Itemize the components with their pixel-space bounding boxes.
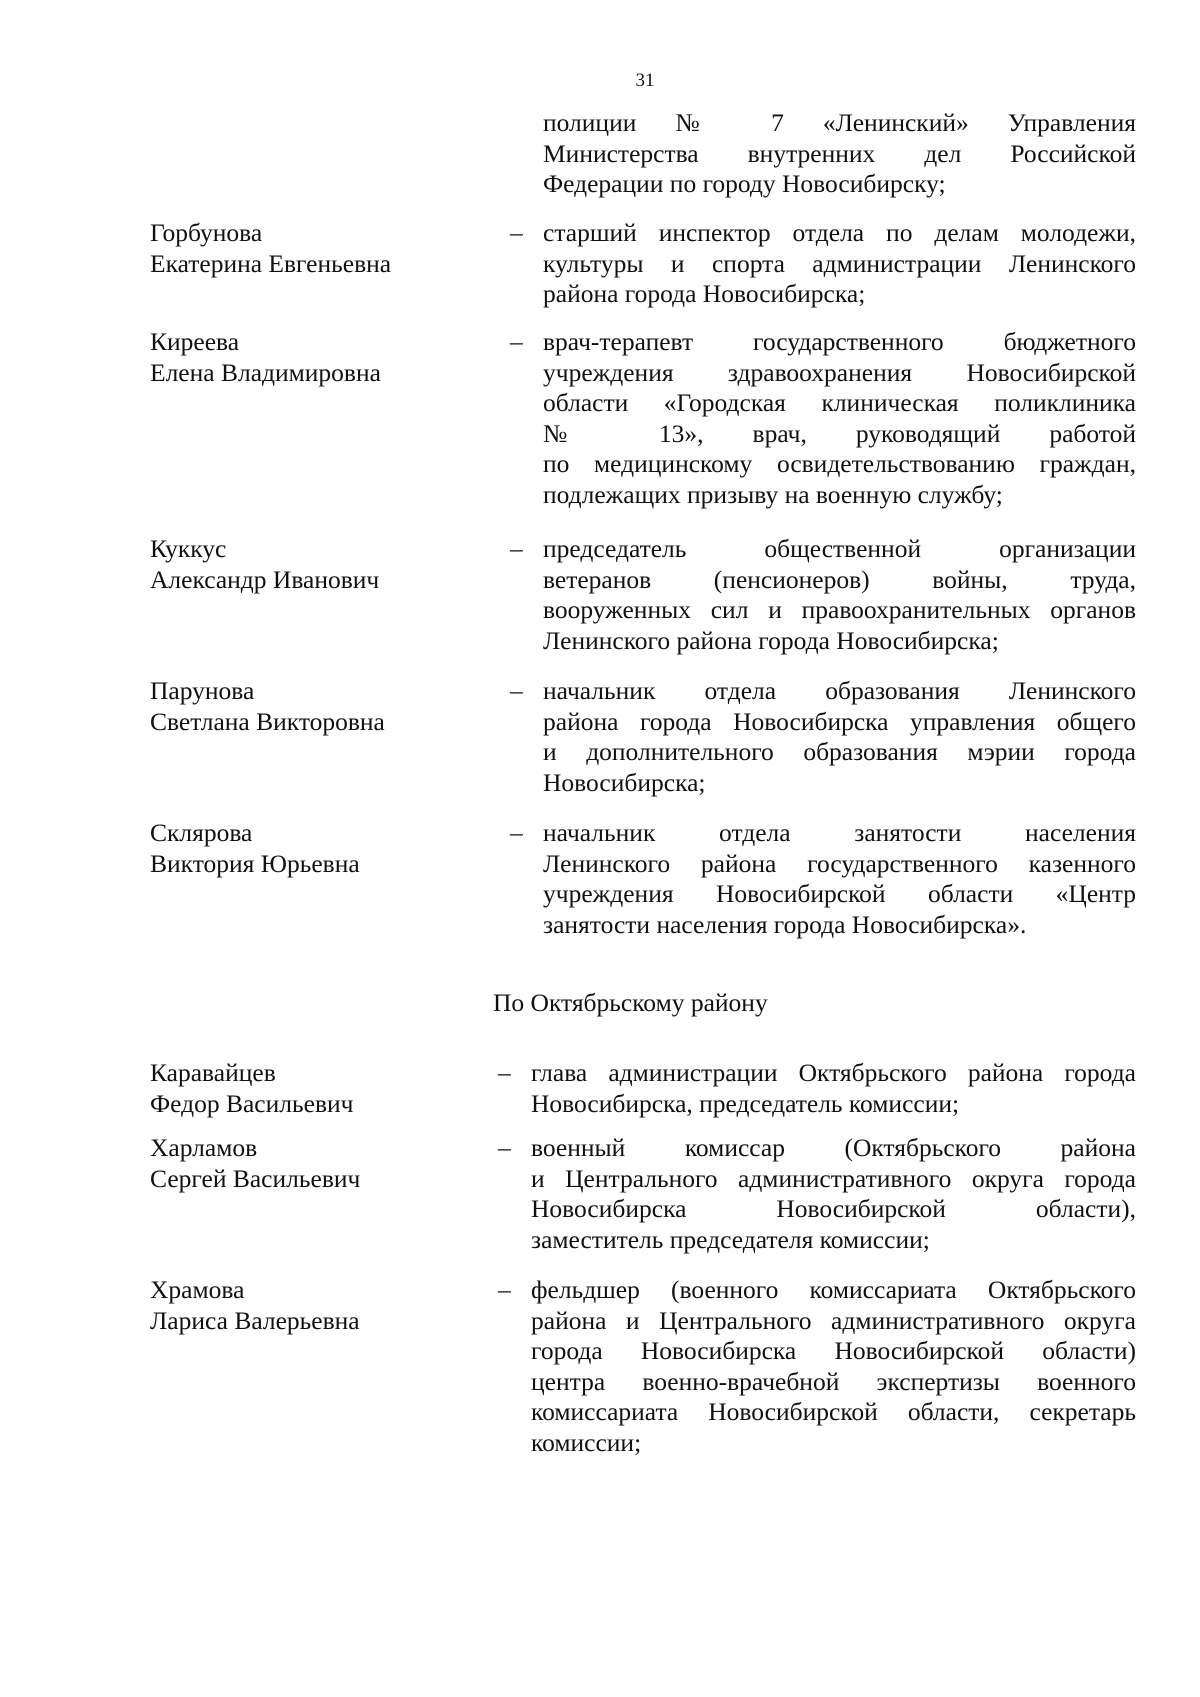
member-given-name: Федор Васильевич: [150, 1088, 354, 1118]
desc-line: старший инспектор отдела по делам молодежи,: [543, 218, 1136, 247]
desc-line: Новосибирска;: [543, 767, 706, 797]
desc-line: председатель общественной организации: [543, 534, 1136, 563]
desc-line: района города Новосибирска управления общего: [543, 706, 1136, 736]
dash: –: [510, 218, 523, 247]
desc-line: подлежащих призыву на военную службу;: [543, 479, 1003, 509]
dash: –: [510, 327, 523, 356]
member-position: [543, 818, 1136, 940]
member-position: [531, 1133, 1136, 1255]
dash: –: [498, 1058, 511, 1087]
desc-line: комиссариата Новосибирской области, секретарь: [531, 1397, 1136, 1426]
member-given-name: Александр Иванович: [150, 564, 380, 594]
desc-line: ветеранов (пенсионеров) войны, труда,: [543, 564, 1136, 594]
desc-line: начальник отдела занятости населения: [543, 818, 1136, 847]
member-given-name: Лариса Валерьевна: [150, 1305, 360, 1335]
desc-line: Ленинского района города Новосибирска;: [543, 625, 999, 655]
member-name: [150, 676, 480, 737]
member-name: [150, 1275, 480, 1336]
member-position: [543, 218, 1136, 310]
dash: –: [510, 818, 523, 847]
page-number: 31: [635, 70, 655, 91]
desc-line: военный комиссар (Октябрьского района: [531, 1133, 1136, 1162]
desc-line: № 13», врач, руководящий работой: [543, 418, 1136, 448]
desc-line: района и Центрального административного округа: [531, 1305, 1136, 1335]
desc-line: учреждения Новосибирской области «Центр: [543, 879, 1136, 908]
desc-line: Новосибирска Новосибирской области),: [531, 1194, 1136, 1223]
member-position: [543, 676, 1136, 798]
member-name: [150, 1058, 480, 1119]
member-surname: Харламов: [150, 1133, 258, 1162]
member-name: [150, 534, 480, 595]
desc-line: занятости населения города Новосибирска».: [543, 909, 1027, 939]
member-given-name: Светлана Викторовна: [150, 706, 385, 736]
member-surname: Куккус: [150, 534, 227, 563]
desc-line: Министерства внутренних дел Российской: [543, 138, 1136, 168]
member-surname: Каравайцев: [150, 1058, 276, 1087]
member-name: [150, 818, 480, 879]
desc-line: Ленинского района государственного казенного: [543, 848, 1136, 878]
desc-line: города Новосибирска Новосибирской области): [531, 1336, 1136, 1365]
desc-line: учреждения здравоохранения Новосибирской: [543, 357, 1136, 387]
desc-line: глава администрации Октябрьского района города: [531, 1058, 1136, 1087]
desc-line: Федерации по городу Новосибирску;: [543, 169, 946, 198]
desc-line: начальник отдела образования Ленинского: [543, 676, 1136, 705]
member-position: [543, 327, 1136, 510]
dash: –: [510, 676, 523, 705]
member-surname: Парунова: [150, 676, 255, 705]
member-position: [531, 1275, 1136, 1458]
member-surname: Храмова: [150, 1275, 245, 1304]
member-surname: Горбунова: [150, 218, 263, 247]
desc-line: комиссии;: [531, 1427, 642, 1457]
desc-line: заместитель председателя комиссии;: [531, 1224, 930, 1254]
dash: –: [498, 1275, 511, 1304]
member-position: [543, 534, 1136, 656]
desc-line: и Центрального административного округа города: [531, 1163, 1136, 1193]
member-surname: Киреева: [150, 327, 240, 356]
member-given-name: Екатерина Евгеньевна: [150, 248, 392, 278]
desc-line: по медицинскому освидетельствованию граждан,: [543, 449, 1136, 478]
desc-line: района города Новосибирска;: [543, 279, 866, 308]
member-position: [531, 1058, 1136, 1119]
dash: –: [510, 534, 523, 563]
desc-line: Новосибирска, председатель комиссии;: [531, 1088, 960, 1118]
desc-line: области «Городская клиническая поликлиника: [543, 388, 1136, 417]
member-given-name: Виктория Юрьевна: [150, 848, 360, 878]
desc-line: полиции № 7 «Ленинский» Управления: [543, 108, 1136, 137]
continuation-text: [543, 108, 1136, 200]
dash: –: [498, 1133, 511, 1162]
desc-line: фельдшер (военного комиссариата Октябрьского: [531, 1275, 1136, 1304]
desc-line: и дополнительного образования мэрии города: [543, 737, 1136, 766]
member-name: [150, 327, 480, 388]
member-name: [150, 218, 480, 279]
desc-line: культуры и спорта администрации Ленинского: [543, 248, 1136, 278]
desc-line: центра военно-врачебной экспертизы военного: [531, 1366, 1136, 1396]
member-surname: Склярова: [150, 818, 253, 847]
section-heading: По Октябрьскому району: [493, 988, 768, 1017]
desc-line: врач-терапевт государственного бюджетного: [543, 327, 1136, 356]
member-given-name: Сергей Васильевич: [150, 1163, 361, 1193]
member-name: [150, 1133, 480, 1194]
desc-line: вооруженных сил и правоохранительных органов: [543, 595, 1136, 624]
member-given-name: Елена Владимировна: [150, 357, 381, 387]
